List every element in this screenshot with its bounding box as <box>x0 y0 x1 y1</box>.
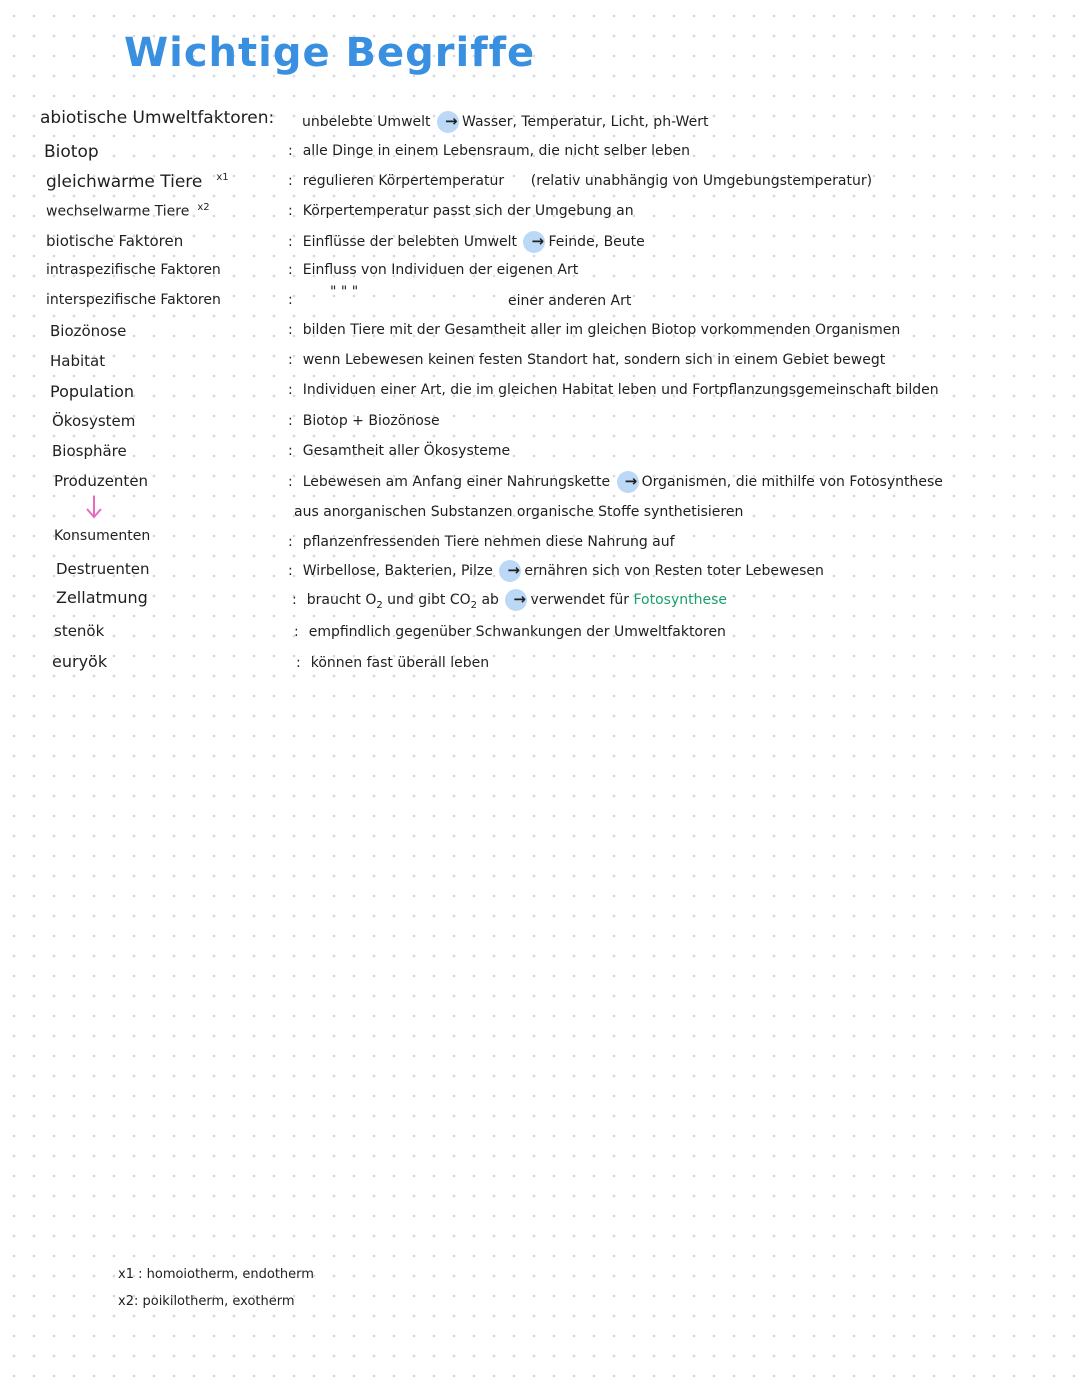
arrow-right-icon: → <box>531 232 545 250</box>
arrow-text: verwendet für <box>530 592 630 608</box>
def-produzenten-line2: aus anorganischen Substanzen organische Stoffe synthetisieren <box>294 504 744 520</box>
def-text: bilden Tiere mit der Gesamtheit aller im gleichen Biotop vorkommenden Organismen <box>302 322 901 338</box>
def-oekosystem: : Biotop + Biozönose <box>288 413 440 429</box>
footnote-2: x2: poikilotherm, exotherm <box>118 1294 295 1309</box>
footnote-marker: x1 <box>216 172 229 184</box>
def-euryoek: : können fast überall leben <box>296 655 490 671</box>
def-biosphaere: : Gesamtheit aller Ökosysteme <box>288 443 511 459</box>
def-biotische-faktoren: : Einflüsse der belebten Umwelt → Feinde, Beute <box>288 231 645 253</box>
arrow-text: ernähren sich von Resten toter Lebewesen <box>524 563 824 579</box>
term-zellatmung: Zellatmung <box>56 588 148 607</box>
def-text: Lebewesen am Anfang einer Nahrungskette <box>302 474 611 490</box>
green-text: Fotosynthese <box>633 592 727 608</box>
def-zellatmung: : braucht $O_2$ und gibt $CO_2$ ab → verwendet für Fotosynthese <box>292 590 727 611</box>
term-oekosystem: Ökosystem <box>52 412 136 430</box>
def-text: alle Dinge in einem Lebensraum, die nicht selber leben <box>302 143 690 159</box>
def-biotop: : alle Dinge in einem Lebensraum, die nicht selber leben <box>288 143 690 159</box>
footnote-1: x1 : homoiotherm, endotherm <box>118 1267 314 1282</box>
def-interspezifische-faktoren: einer anderen Art <box>508 293 632 309</box>
def-text: pflanzenfressenden Tiere nehmen diese Nahrung auf <box>302 534 675 550</box>
term-euryoek: euryök <box>52 652 108 671</box>
term-habitat: Habitat <box>50 352 106 370</box>
def-extra: (relativ unabhängig von Umgebungstemperatur) <box>530 173 873 189</box>
def-abiotische-umweltfaktoren <box>302 111 708 133</box>
term-biotische-faktoren: biotische Faktoren <box>46 232 184 250</box>
arrow-down-icon <box>84 494 104 520</box>
def-text: Wirbellose, Bakterien, Pilze <box>302 563 493 579</box>
def-produzenten: : Lebewesen am Anfang einer Nahrungskette → Organismen, die mithilfe von Fotosynthese <box>288 471 943 493</box>
def-text: Einfluss von Individuen der eigenen Art <box>302 262 579 278</box>
arrow-right-icon: → <box>507 561 520 579</box>
term-produzenten: Produzenten <box>54 472 149 490</box>
def-text: Einflüsse der belebten Umwelt <box>302 234 518 250</box>
def-text: Gesamtheit aller Ökosysteme <box>302 443 511 459</box>
term-stenoek: stenök <box>54 622 105 640</box>
def-text: Individuen einer Art, die im gleichen Habitat leben und Fortpflanzungsgemeinschaft bilden <box>302 382 939 398</box>
term-konsumenten: Konsumenten <box>54 528 151 544</box>
def-interspezifische-colon: : <box>288 292 293 308</box>
def-intraspezifische-faktoren: : Einfluss von Individuen der eigenen Art <box>288 262 579 278</box>
def-wechselwarme-tiere: : Körpertemperatur passt sich der Umgebung an <box>288 203 634 219</box>
footnote-marker: x2 <box>197 202 210 213</box>
def-text: Körpertemperatur passt sich der Umgebung an <box>302 203 634 219</box>
term-biosphaere: Biosphäre <box>52 442 127 460</box>
def-habitat: : wenn Lebewesen keinen festen Standort hat, sondern sich in einem Gebiet bewegt <box>288 352 886 368</box>
term-text: wechselwarme Tiere <box>46 203 190 220</box>
arrow-text: Organismen, die mithilfe von Fotosynthese <box>641 474 943 490</box>
def-gleichwarme-tiere: : regulieren Körpertemperatur (relativ unabhängig von Umgebungstemperatur) <box>288 173 873 189</box>
term-abiotische-umweltfaktoren: abiotische Umweltfaktoren: <box>40 108 275 128</box>
def-biozoenose: : bilden Tiere mit der Gesamtheit aller im gleichen Biotop vorkommenden Organismen <box>288 322 901 338</box>
arrow-right-icon: → <box>444 112 458 130</box>
def-text: wenn Lebewesen keinen festen Standort hat, sondern sich in einem Gebiet bewegt <box>302 352 886 368</box>
term-gleichwarme-tiere <box>46 172 229 192</box>
term-intraspezifische-faktoren: intraspezifische Faktoren <box>46 262 221 278</box>
def-population: : Individuen einer Art, die im gleichen Habitat leben und Fortpflanzungsgemeinschaft bilden <box>288 382 939 398</box>
ditto-marks: " " " <box>330 284 359 300</box>
def-stenoek: : empfindlich gegenüber Schwankungen der Umweltfaktoren <box>294 624 726 640</box>
term-destruenten: Destruenten <box>56 560 150 578</box>
def-text: unbelebte Umwelt <box>302 114 431 130</box>
term-text: gleichwarme Tiere <box>46 172 203 192</box>
def-konsumenten: : pflanzenfressenden Tiere nehmen diese Nahrung auf <box>288 534 675 550</box>
arrow-right-icon: → <box>513 590 526 608</box>
arrow-text: Feinde, Beute <box>548 234 645 250</box>
page-title: Wichtige Begriffe <box>124 30 536 76</box>
term-wechselwarme-tiere <box>46 202 210 220</box>
def-destruenten: : Wirbellose, Bakterien, Pilze → ernähren sich von Resten toter Lebewesen <box>288 560 824 582</box>
def-text: Biotop + Biozönose <box>302 413 440 429</box>
def-text: können fast überall leben <box>310 655 490 671</box>
arrow-right-icon: → <box>624 472 638 490</box>
arrow-text: Wasser, Temperatur, Licht, ph-Wert <box>462 114 709 130</box>
term-interspezifische-faktoren: interspezifische Faktoren <box>46 292 221 308</box>
term-biozoenose: Biozönose <box>50 322 127 340</box>
term-population: Population <box>50 382 135 401</box>
term-biotop: Biotop <box>44 142 99 162</box>
def-text: regulieren Körpertemperatur <box>302 173 505 189</box>
def-text: empfindlich gegenüber Schwankungen der Umweltfaktoren <box>308 624 726 640</box>
